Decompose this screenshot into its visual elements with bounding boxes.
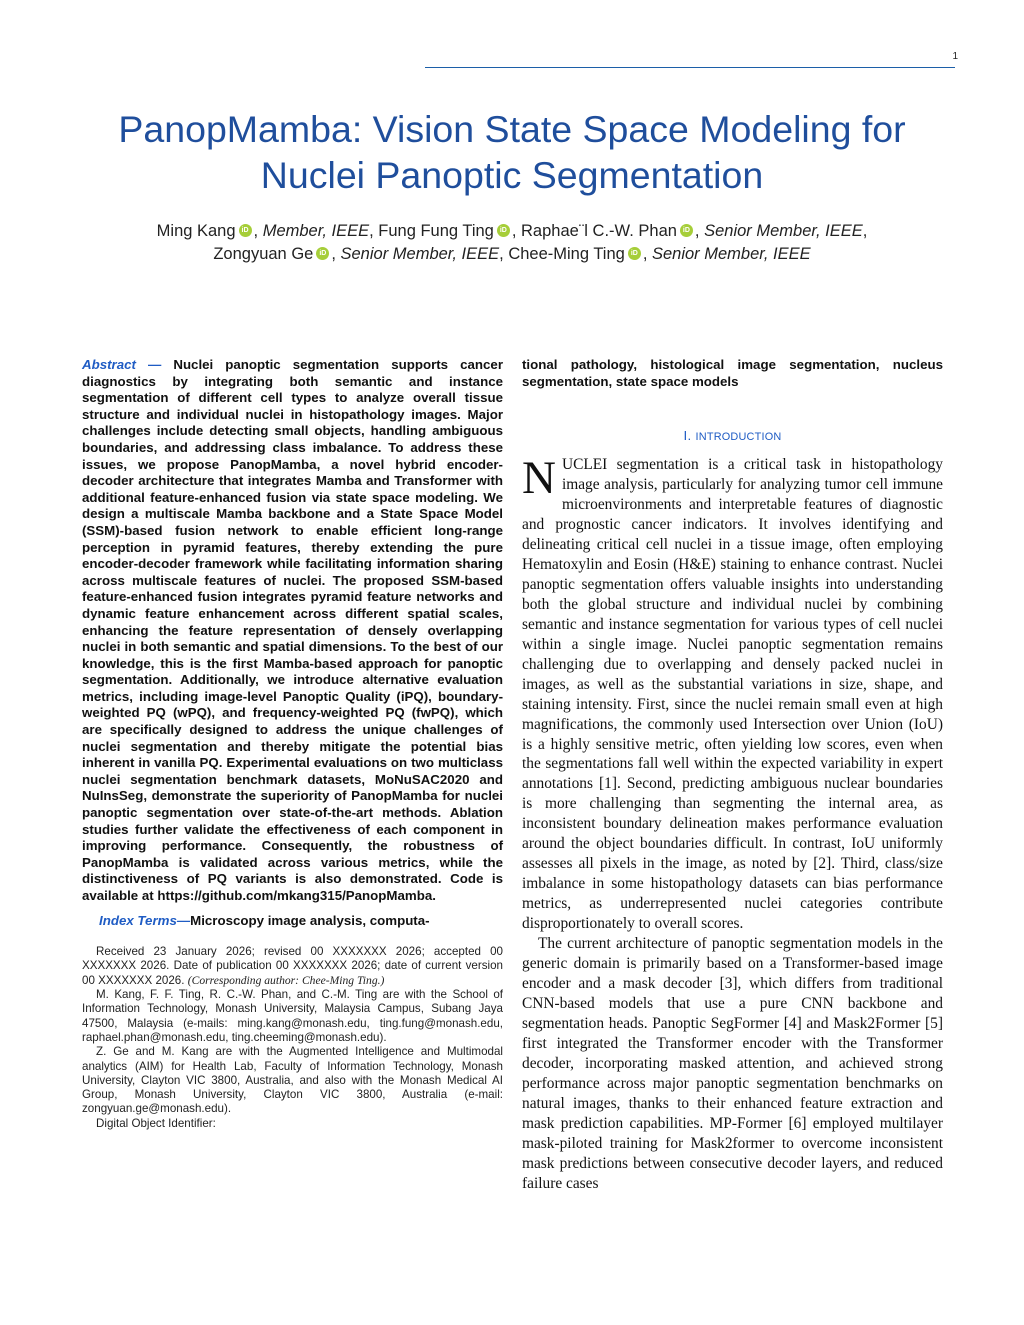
footnote-received: Received 23 January 2026; revised 00 XXXXXXX 2026; accepted 00 XXXXXXX 2026. Date of publication 00 XXXXXXX 2026; date of current version 00 XXXXXXX 2026. (Corresponding author: Chee-Ming Ting.) [82,945,503,987]
right-column [522,357,943,1193]
drop-cap: N [522,452,556,505]
abstract: Abstract — Nuclei panoptic segmentation supports cancer diagnostics by integrating both semantic and instance segmentation of different cell types to analyze overall tissue structure and individual nuclei in histopathology images. Major challenges include detecting small objects, handling ambiguous boundaries, and addressing class imbalance. To address these issues, we propose PanopMamba, a novel hybrid encoder-decoder architecture that integrates Mamba and Transformer with additional feature-enhanced fusion via state space modeling. We design a multiscale Mamba backbone and a State Space Model (SSM)-based fusion network to enable efficient long-range perception in pyramid features, thereby extending the pure encoder-decoder framework while facilitating information sharing across multiscale features of nuclei. The proposed SSM-based feature-enhanced fusion integrates pyramid feature networks and dynamic feature enhancement across different spatial scales, enhancing the feature representation of densely overlapping nuclei in both semantic and spatial dimensions. To the best of our knowledge, this is the first Mamba-based approach for panoptic segmentation. Additionally, we introduce alternative evaluation metrics, including image-level Panoptic Quality (iPQ), boundary-weighted PQ (wPQ), and frequency-weighted PQ (fwPQ), which are specifically designed to address the unique challenges of nuclei segmentation and thereby mitigate the potential bias inherent in vanilla PQ. Experimental evaluations on two multiclass nuclei segmentation benchmark datasets, MoNuSAC2020 and NuInsSeg, demonstrate the superiority of PanopMamba for nuclei panoptic segmentation over state-of-the-art methods. Ablation studies further validate the effectiveness of each component in improving performance. Consequently, the robustness of PanopMamba is validated across various metrics, while the distinctiveness of PQ variants is also demonstrated. Code is available at https://github.com/mkang315/PanopMamba. [82,357,503,903]
index-terms [82,913,503,930]
abstract-label: Abstract [82,357,136,372]
author-name: Raphae¨l C.-W. Phan [521,222,677,240]
author-name: Fung Fung Ting [378,222,494,240]
page-number: 1 [952,51,958,62]
author-name: Zongyuan Ge [213,245,314,263]
title-line-2: Nuclei Panoptic Segmentation [260,154,764,196]
author-name: Ming Kang [156,222,236,240]
dropcap-continuation: UCLEI [561,456,608,474]
intro-paragraph-1: NUCLEI segmentation is a critical task in histopathology image analysis, particularly for analyzing tumor cell immune microenvironments and interpretable features of diagnostic and prognostic cancer indicators. It involves identifying and delineating critical cell nuclei in a tissue image, often employing Hematoxylin and Eosin (H&E) staining to enhance contrast. Nuclei panoptic segmentation offers valuable insights into understanding both the global structure and individual nuclei by combining semantic and instance segmentation for various types of cell nuclei within a single image. Nuclei panoptic segmentation remains challenging due to overlapping and densely packed nuclei in images, as well as the substantial variations in size, shape, and staining intensity. First, since the nuclei remain small even at high magnifications, the commonly used Intersection over Union (IoU) is a highly sensitive metric, often yielding low scores, even when the segmentations fall well within the expected variability in expert annotations [1]. Second, predicting ambiguous nuclear boundaries is more challenging than segmenting the internal area, as inconsistent boundary delineation makes performance evaluation around the object boundaries difficult. In contrast, IoU uniformly assesses all pixels in the image, as noted by [2]. Third, class/size imbalance in some histopathology datasets can bias performance metrics, as underrepresented nuclei categories contribute disproportionately to overall scores. [522,452,943,933]
footnote-affiliation-2: Z. Ge and M. Kang are with the Augmented Intelligence and Multimodal analytics (AIM) for Health Lab, Faculty of Information Technology, Monash University, Clayton VIC 3800, Australia, and also with the Monash Medical AI Group, Monash University, Clayton VIC 3800, Australia (e-mail: zongyuan.ge@monash.edu). [82,1045,503,1116]
orcid-icon[interactable] [497,224,510,237]
intro-paragraph-2: The current architecture of panoptic segmentation models in the generic domain is primarily based on a Transformer-based image encoder and a mask decoder [3], which differs from traditional CNN-based models that use a pure CNN backbone and segmentation heads. Panoptic SegFormer [4] and Mask2Former [5] first integrated the Transformer encoder with the Transformer decoder, incorporating masked attention, and achieved strong performance across major panoptic segmentation benchmarks on natural images, thanks to their enhanced feature extraction and mask prediction capabilities. MP-Former [6] employed multilayer mask-piloted training for Mask2former to overcome inconsistent mask predictions between consecutive decoder layers, and reduced failure cases [522,935,943,1192]
author-role: Member, IEEE [262,222,370,240]
footnotes [82,945,503,1131]
orcid-icon[interactable] [680,224,693,237]
author-line-2: Zongyuan GeiD , Senior Member, IEEE, Chee-Ming TingiD , Senior Member, IEEE [60,243,964,266]
footnote-affiliation-1: M. Kang, F. F. Ting, R. C.-W. Phan, and C.-M. Ting are with the School of Information Technology, Monash University, Malaysia Campus, Subang Jaya 47500, Malaysia (e-mails: ming.kang@monash.edu, ting.fung@monash.edu, raphael.phan@monash.edu, ting.cheeming@monash.edu). [82,988,503,1044]
orcid-icon[interactable] [316,247,329,260]
section-title: INTRODUCTION [695,431,782,444]
left-column [82,357,503,1131]
footnote-doi: Digital Object Identifier: [96,1116,216,1130]
author-role: Senior Member, IEEE [340,245,500,263]
corresponding-author: (Corresponding author: Chee-Ming Ting.) [187,973,385,987]
index-terms-label: Index Terms— [99,912,191,928]
orcid-icon[interactable] [628,247,641,260]
section-heading: I. INTRODUCTION [683,428,782,444]
index-terms-continued: tional pathology, histological image segmentation, nucleus segmentation, state space models [522,357,943,389]
author-role: Senior Member, IEEE [704,222,863,240]
author-role: Senior Member, IEEE [651,245,811,263]
author-line-1: Ming KangiD , Member, IEEE, Fung Fung TingiD , Raphae¨l C.-W. PhaniD , Senior Member, IEEE, [60,220,964,243]
index-terms-text: Microscopy image analysis, computa- [190,912,430,928]
title-line-1: PanopMamba: Vision State Space Modeling for [118,108,906,150]
abstract-text: Nuclei panoptic segmentation supports cancer diagnostics by integrating both semantic and instance segmentation of different cell types to analyze overall tissue structure and individual nuclei in histopathology images. Major challenges include detecting small objects, handling ambiguous boundaries, and addressing class imbalance. To address these issues, we propose PanopMamba, a novel hybrid encoder-decoder architecture that integrates Mamba and Transformer with additional feature-enhanced fusion via state space modeling. We design a multiscale Mamba backbone and a State Space Model (SSM)-based fusion network to enable efficient long-range perception in pyramid features, thereby extending the pure encoder-decoder framework while facilitating information sharing across multiscale features of nuclei. The proposed SSM-based feature-enhanced fusion integrates pyramid feature networks and dynamic feature enhancement across different spatial scales, enhancing the feature representation of densely overlapping nuclei in both semantic and spatial dimensions. To the best of our knowledge, this is the first Mamba-based approach for panoptic segmentation. Additionally, we introduce alternative evaluation metrics, including image-level Panoptic Quality (iPQ), boundary-weighted PQ (wPQ), and frequency-weighted PQ (fwPQ), which are specifically designed to address the unique challenges of nuclei segmentation and thereby mitigate the potential bias inherent in vanilla PQ. Experimental evaluations on two multiclass nuclei segmentation benchmark datasets, MoNuSAC2020 and NuInsSeg, demonstrate the superiority of PanopMamba for nuclei panoptic segmentation over state-of-the-art methods. Ablation studies further validate the effectiveness of each component in improving performance. Consequently, the robustness of PanopMamba is validated across various metrics, while the distinctiveness of PQ variants is also demonstrated. Code is available at https://github.com/mkang315/PanopMamba. [82,357,503,903]
paper-title [60,106,964,198]
author-list [60,220,964,266]
header-rule [425,67,955,68]
orcid-icon[interactable] [239,224,252,237]
author-name: Chee-Ming Ting [508,245,625,263]
